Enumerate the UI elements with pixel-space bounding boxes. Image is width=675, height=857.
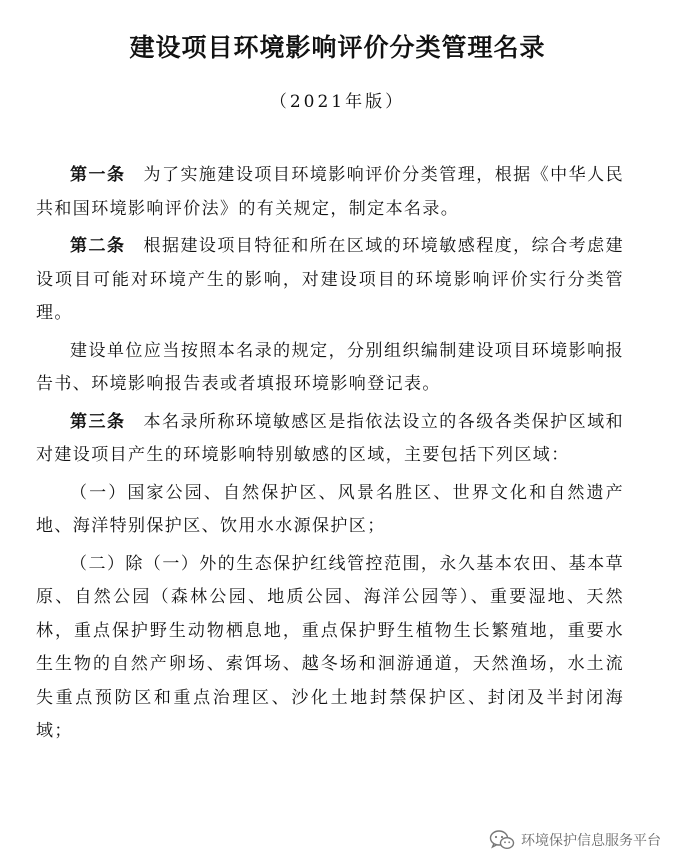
article-number: 第三条 xyxy=(70,411,126,432)
document-edition: （2021年版） xyxy=(269,92,406,112)
paragraph-article-3 xyxy=(36,406,624,473)
paragraph-article-2 xyxy=(36,230,624,331)
paragraph-text: 本名录所称环境敏感区是指依法设立的各级各类保护区域和对建设项目产生的环境影响特别敏感的区域，主要包括下列区域： xyxy=(36,411,625,465)
watermark xyxy=(489,829,661,851)
article-number: 第二条 xyxy=(70,236,126,256)
article-number: 第一条 xyxy=(70,165,126,185)
document-title: 建设项目环境影响评价分类管理名录 xyxy=(129,33,546,62)
watermark-text: 环境保护信息服务平台 xyxy=(521,833,661,849)
paragraph-article-2-cont xyxy=(36,335,624,402)
paragraph-text: （二）除（一）外的生态保护红线管控范围，永久基本农田、基本草原、自然公园（森林公园、地质公园、海洋公园等）、重要湿地、天然林，重点保护野生动物栖息地，重点保护野生植物生长繁殖地，重要水生生物的自然产卵场、索饵场、越冬场和洄游通道，天然渔场，水土流失重点预防区和重点治理区、沙化土地封禁保护区、封闭及半封闭海域； xyxy=(36,553,624,741)
paragraph-item-1 xyxy=(36,477,624,544)
paragraph-text: （一）国家公园、自然保护区、风景名胜区、世界文化和自然遗产地、海洋特别保护区、饮用水水源保护区； xyxy=(36,482,624,536)
paragraph-item-2 xyxy=(36,548,624,749)
paragraph-text: 建设单位应当按照本名录的规定，分别组织编制建设项目环境影响报告书、环境影响报告表或者填报环境影响登记表。 xyxy=(36,340,624,394)
paragraph-text: 根据建设项目特征和所在区域的环境敏感程度，综合考虑建设项目可能对环境产生的影响，对建设项目的环境影响评价实行分类管理。 xyxy=(36,236,625,323)
wechat-icon xyxy=(489,829,515,851)
paragraph-text: 为了实施建设项目环境影响评价分类管理，根据《中华人民共和国环境影响评价法》的有关规定，制定本名录。 xyxy=(36,165,625,219)
paragraph-article-1 xyxy=(36,159,624,226)
document-body xyxy=(36,159,624,753)
